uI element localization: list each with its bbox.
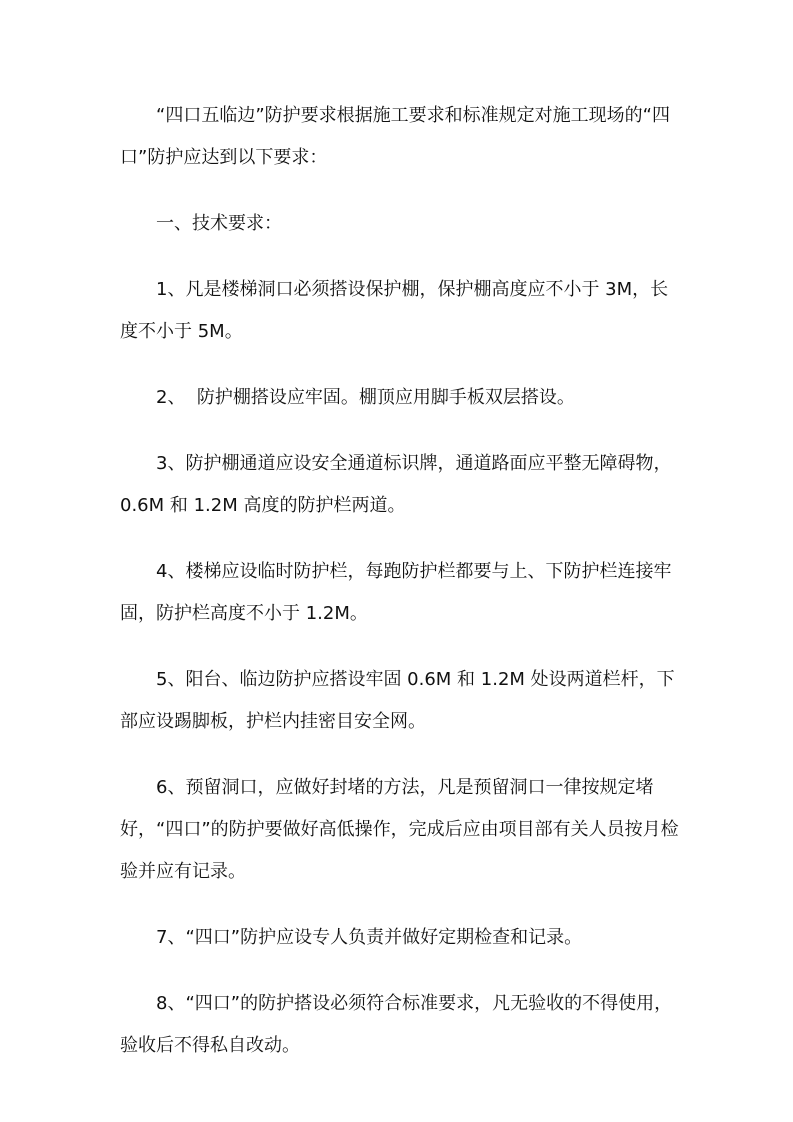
document-body: [120, 95, 680, 1067]
requirement-item-1: 1、凡是楼梯洞口必须搭设保护棚，保护棚高度应不小于 3M，长度不小于 5M。: [120, 279, 669, 342]
requirement-item-4: 4、楼梯应设临时防护栏，每跑防护栏都要与上、下防护栏连接牢固，防护栏高度不小于 1.2M。: [120, 561, 672, 624]
requirement-item-5: 5、阳台、临边防护应搭设牢固 0.6M 和 1.2M 处设两道栏杆，下部应设踢脚板，护栏内挂密目安全网。: [120, 669, 675, 732]
intro-paragraph: “四口五临边”防护要求根据施工要求和标准规定对施工现场的“四口”防护应达到以下要求：: [120, 105, 670, 168]
requirement-item-3: 3、防护棚通道应设安全通道标识牌，通道路面应平整无障碍物，0.6M 和 1.2M 高度的防护栏两道。: [120, 453, 672, 516]
requirement-item-2: 2、 防护棚搭设应牢固。棚顶应用脚手板双层搭设。: [156, 387, 575, 408]
requirement-item-7: 7、“四口”防护应设专人负责并做好定期检查和记录。: [156, 927, 583, 948]
requirement-item-8: 8、“四口”的防护搭设必须符合标准要求，凡无验收的不得使用，验收后不得私自改动。: [120, 993, 673, 1056]
requirement-item-6: 6、预留洞口，应做好封堵的方法，凡是预留洞口一律按规定堵好，“四口”的防护要做好高低操作，完成后应由项目部有关人员按月检验并应有记录。: [120, 777, 679, 882]
section-heading: 一、技术要求：: [156, 213, 282, 234]
